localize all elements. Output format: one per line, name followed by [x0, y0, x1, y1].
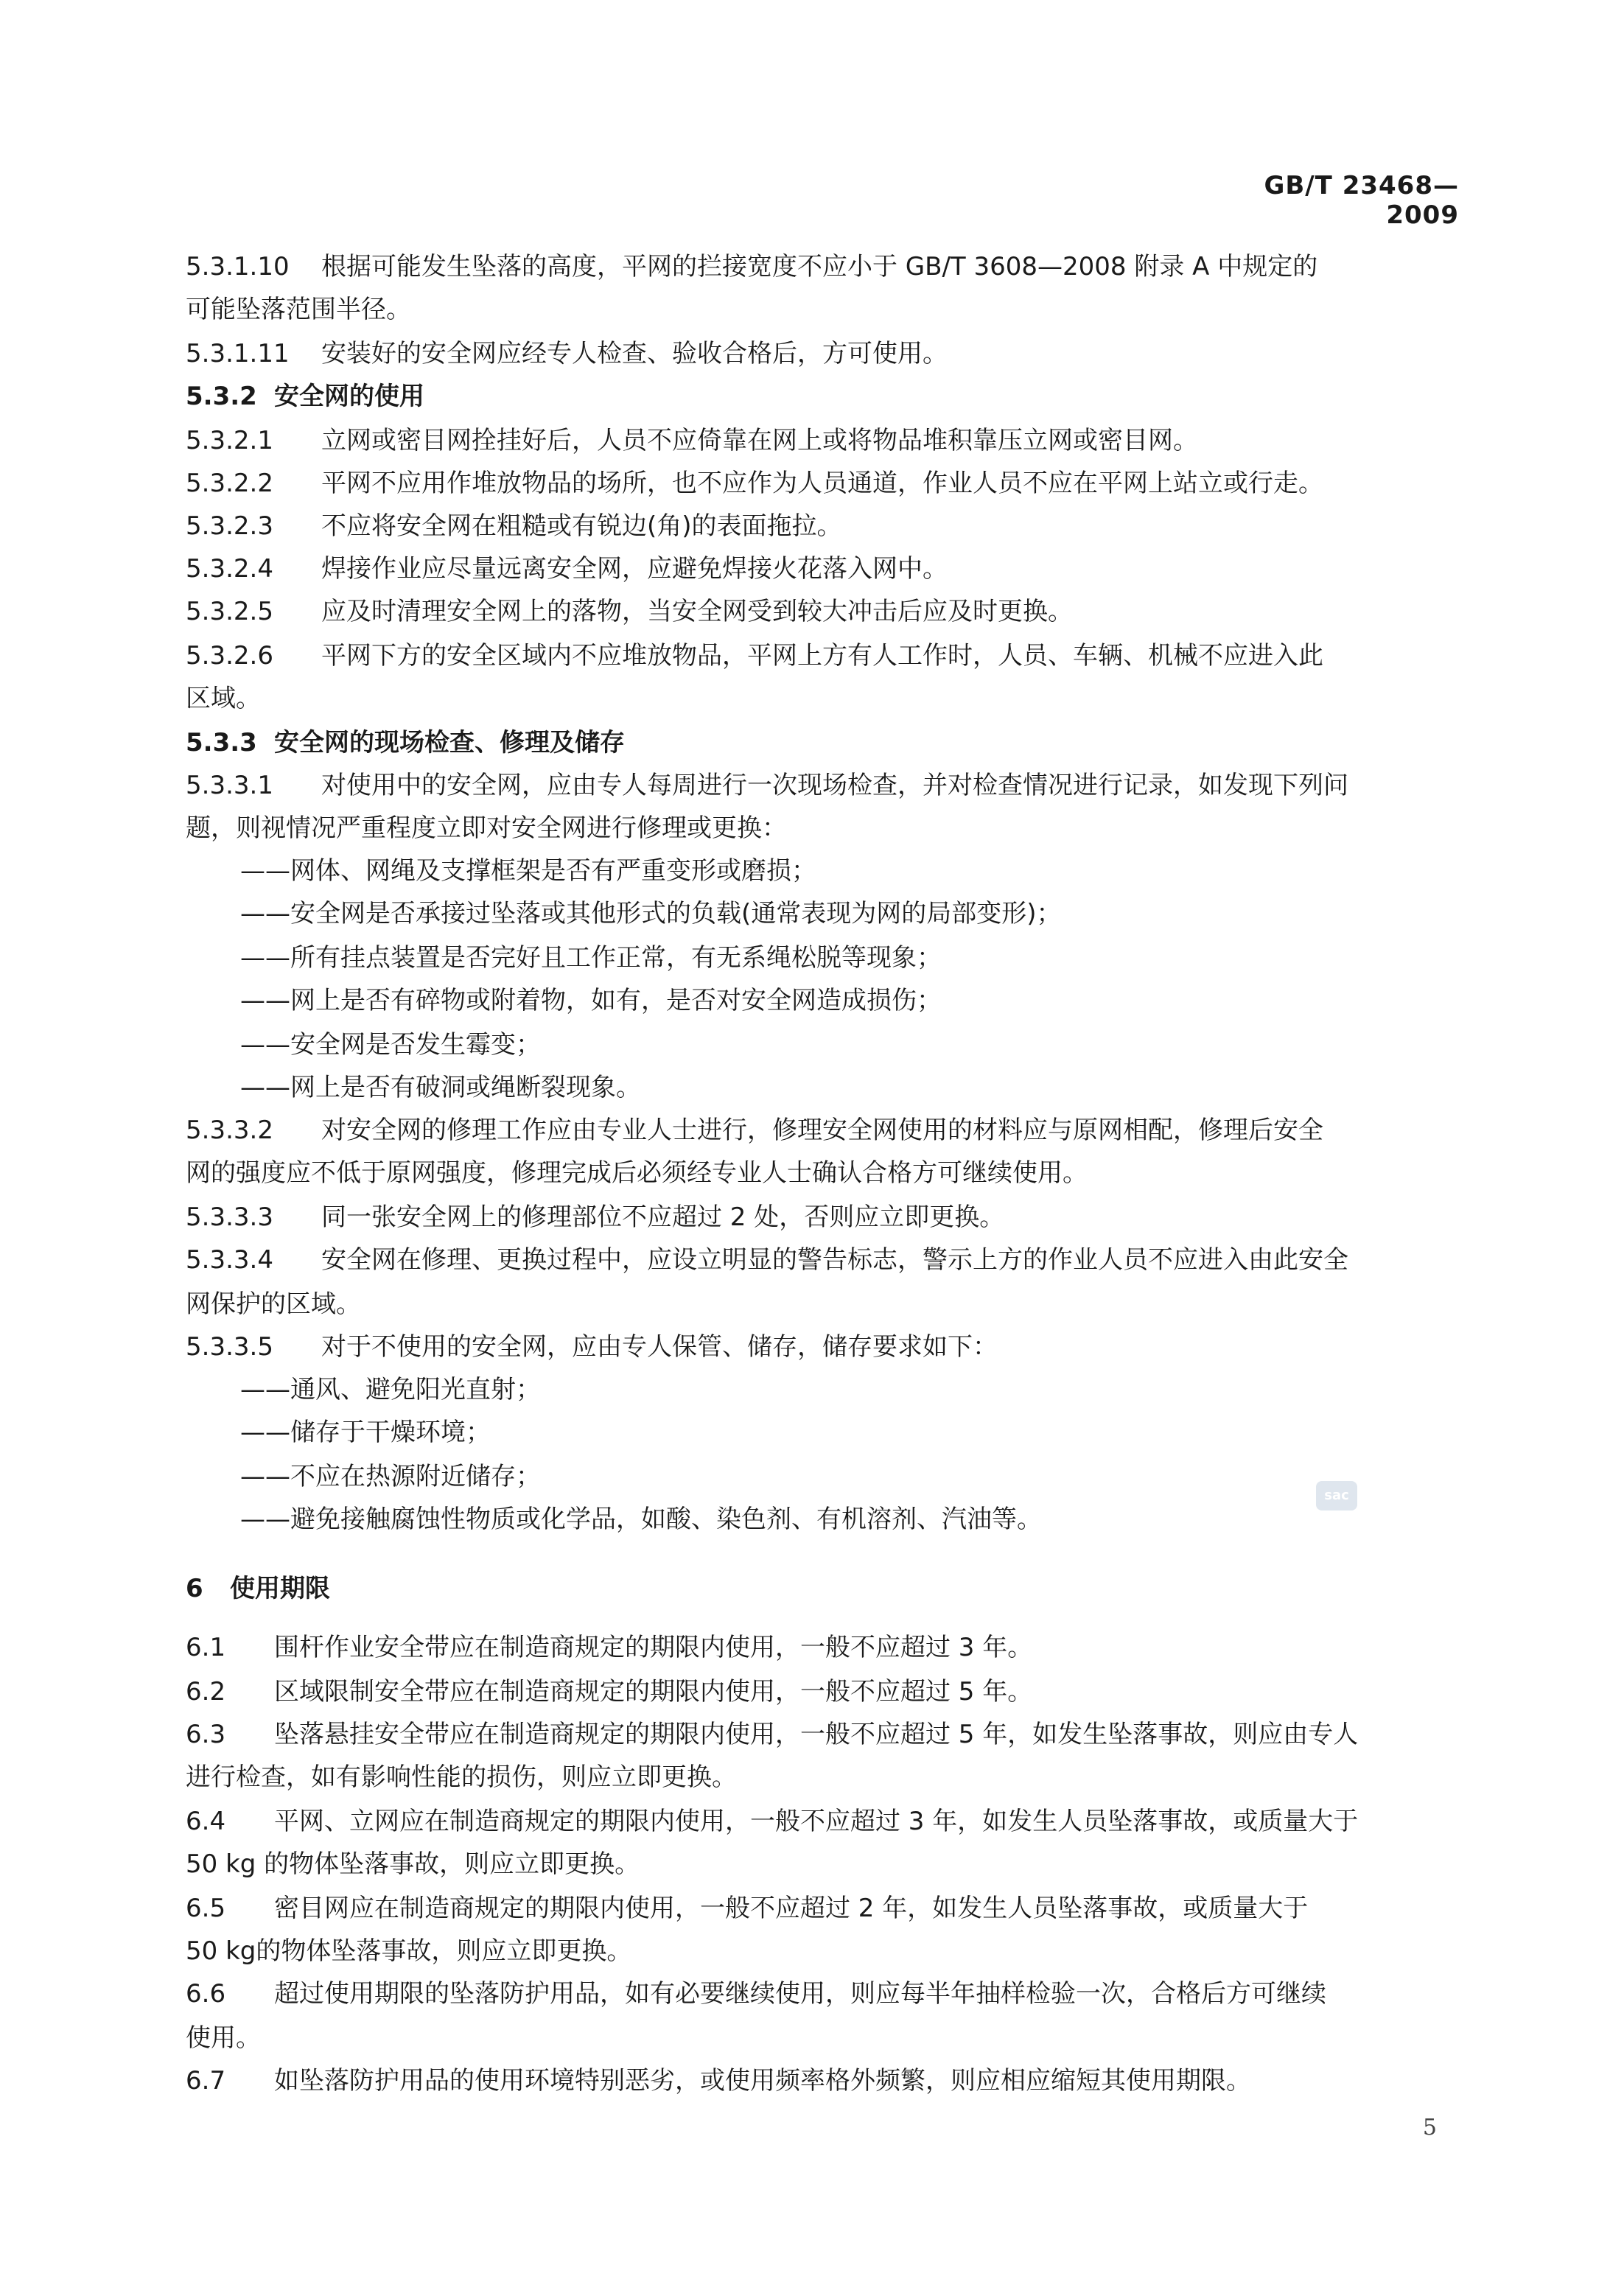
clause-number: 5.3.2.4 [186, 554, 273, 584]
clause-5-3-2-6-cont: 区域。 [186, 684, 261, 713]
clause-text: 安全网在修理、更换过程中，应设立明显的警告标志，警示上方的作业人员不应进入由此安全 [321, 1245, 1348, 1275]
clause-5-3-3-4-cont: 网保护的区域。 [186, 1289, 361, 1319]
clause-number: 6.3 [186, 1720, 226, 1749]
clause-6-5-cont: 50 kg的物体坠落事故，则应立即更换。 [186, 1936, 632, 1966]
clause-5-3-3-2-cont: 网的强度应不低于原网强度，修理完成后必须经专业人士确认合格方可继续使用。 [186, 1158, 1088, 1188]
clause-text: 平网不应用作堆放物品的场所，也不应作为人员通道，作业人员不应在平网上站立或行走。 [321, 469, 1323, 498]
page-number: 5 [1422, 2115, 1437, 2140]
clause-5-3-3-1-cont: 题，则视情况严重程度立即对安全网进行修理或更换： [186, 813, 787, 843]
clause-5-3-3-1 [186, 771, 1453, 800]
clause-text: 平网下方的安全区域内不应堆放物品，平网上方有人工作时，人员、车辆、机械不应进入此 [321, 641, 1323, 671]
clause-number: 5.3.3.5 [186, 1332, 273, 1362]
clause-6-1 [186, 1633, 1453, 1662]
section-title: 安全网的使用 [274, 382, 424, 411]
clause-text: 应及时清理安全网上的落物，当安全网受到较大冲击后应及时更换。 [321, 597, 1073, 626]
list-item: ——网上是否有碎物或附着物，如有，是否对安全网造成损伤； [240, 986, 942, 1015]
clause-5-3-3-4 [186, 1245, 1453, 1275]
clause-number: 5.3.3.1 [186, 771, 273, 800]
clause-5-3-3-3 [186, 1202, 1453, 1232]
clause-text: 超过使用期限的坠落防护用品，如有必要继续使用，则应每半年抽样检验一次，合格后方可继续 [274, 1979, 1326, 2009]
clause-6-2 [186, 1677, 1453, 1706]
clause-text: 如坠落防护用品的使用环境特别恶劣，或使用频率格外频繁，则应相应缩短其使用期限。 [274, 2066, 1251, 2096]
clause-text: 焊接作业应尽量远离安全网，应避免焊接火花落入网中。 [321, 554, 948, 584]
section-5-3-2-heading [186, 382, 1453, 411]
sac-watermark-logo: sac [1316, 1481, 1357, 1510]
clause-text: 围杆作业安全带应在制造商规定的期限内使用，一般不应超过 3 年。 [274, 1633, 1033, 1662]
list-item: ——网体、网绳及支撑框架是否有严重变形或磨损； [240, 856, 816, 886]
clause-number: 5.3.2.3 [186, 511, 273, 541]
clause-6-7 [186, 2066, 1453, 2096]
clause-text: 安装好的安全网应经专人检查、验收合格后，方可使用。 [321, 339, 948, 368]
clause-5-3-3-2 [186, 1116, 1453, 1145]
section-number: 5.3.2 [186, 382, 257, 411]
clause-number: 6.1 [186, 1633, 226, 1662]
clause-5-3-1-11 [186, 339, 1453, 368]
standard-code: GB/T 23468—2009 [1264, 171, 1459, 230]
chapter-title: 使用期限 [230, 1574, 330, 1603]
clause-number: 5.3.2.2 [186, 469, 273, 498]
clause-text: 坠落悬挂安全带应在制造商规定的期限内使用，一般不应超过 5 年，如发生坠落事故，则应由专人 [274, 1720, 1359, 1749]
clause-number: 6.4 [186, 1807, 226, 1836]
clause-number: 5.3.1.11 [186, 339, 290, 368]
list-item: ——不应在热源附近储存； [240, 1462, 541, 1491]
chapter-number: 6 [186, 1574, 203, 1603]
clause-6-4 [186, 1807, 1453, 1836]
clause-text: 立网或密目网拴挂好后，人员不应倚靠在网上或将物品堆积靠压立网或密目网。 [321, 426, 1198, 455]
clause-text: 对安全网的修理工作应由专业人士进行，修理安全网使用的材料应与原网相配，修理后安全 [321, 1116, 1323, 1145]
clause-number: 5.3.2.5 [186, 597, 273, 626]
section-title: 安全网的现场检查、修理及储存 [274, 728, 625, 757]
clause-5-3-1-10-cont: 可能坠落范围半径。 [186, 295, 411, 324]
list-item: ——通风、避免阳光直射； [240, 1375, 541, 1404]
clause-6-5 [186, 1894, 1453, 1923]
clause-5-3-2-4 [186, 554, 1453, 584]
clause-text: 对于不使用的安全网，应由专人保管、储存，储存要求如下： [321, 1332, 998, 1362]
clause-5-3-2-6 [186, 641, 1453, 671]
clause-number: 6.2 [186, 1677, 226, 1706]
clause-5-3-2-3 [186, 511, 1453, 541]
clause-6-6-cont: 使用。 [186, 2023, 261, 2053]
clause-number: 6.7 [186, 2066, 226, 2096]
clause-text: 根据可能发生坠落的高度，平网的拦接宽度不应小于 GB/T 3608—2008 附录 A 中规定的 [321, 252, 1318, 281]
clause-text: 对使用中的安全网，应由专人每周进行一次现场检查，并对检查情况进行记录，如发现下列问 [321, 771, 1348, 800]
clause-5-3-2-2 [186, 469, 1453, 498]
clause-number: 5.3.3.4 [186, 1245, 273, 1275]
section-5-3-3-heading [186, 728, 1453, 757]
clause-6-6 [186, 1979, 1453, 2009]
clause-number: 5.3.3.2 [186, 1116, 273, 1145]
clause-number: 6.6 [186, 1979, 226, 2009]
clause-text: 密目网应在制造商规定的期限内使用，一般不应超过 2 年，如发生人员坠落事故，或质量大于 [274, 1894, 1309, 1923]
clause-text: 不应将安全网在粗糙或有锐边(角)的表面拖拉。 [321, 511, 842, 541]
list-item: ——安全网是否承接过坠落或其他形式的负载(通常表现为网的局部变形)； [240, 899, 1062, 928]
section-number: 5.3.3 [186, 728, 257, 757]
clause-5-3-3-5 [186, 1332, 1453, 1362]
clause-text: 同一张安全网上的修理部位不应超过 2 处，否则应立即更换。 [321, 1202, 1005, 1232]
list-item: ——避免接触腐蚀性物质或化学品，如酸、染色剂、有机溶剂、汽油等。 [240, 1505, 1042, 1534]
clause-5-3-2-5 [186, 597, 1453, 626]
chapter-6-heading [186, 1574, 1453, 1603]
list-item: ——网上是否有破洞或绳断裂现象。 [240, 1073, 641, 1102]
clause-6-3 [186, 1720, 1453, 1749]
clause-number: 5.3.2.6 [186, 641, 273, 671]
clause-5-3-2-1 [186, 426, 1453, 455]
list-item: ——安全网是否发生霉变； [240, 1030, 541, 1060]
clause-number: 6.5 [186, 1894, 226, 1923]
clause-number: 5.3.2.1 [186, 426, 273, 455]
clause-text: 平网、立网应在制造商规定的期限内使用，一般不应超过 3 年，如发生人员坠落事故，或质量大于 [274, 1807, 1359, 1836]
clause-5-3-1-10 [186, 252, 1453, 281]
clause-number: 5.3.1.10 [186, 252, 290, 281]
list-item: ——所有挂点装置是否完好且工作正常，有无系绳松脱等现象； [240, 943, 942, 973]
clause-6-3-cont: 进行检查，如有影响性能的损伤，则应立即更换。 [186, 1762, 737, 1792]
list-item: ——储存于干燥环境； [240, 1418, 491, 1447]
clause-6-4-cont: 50 kg 的物体坠落事故，则应立即更换。 [186, 1849, 640, 1879]
clause-text: 区域限制安全带应在制造商规定的期限内使用，一般不应超过 5 年。 [274, 1677, 1033, 1706]
clause-number: 5.3.3.3 [186, 1202, 273, 1232]
